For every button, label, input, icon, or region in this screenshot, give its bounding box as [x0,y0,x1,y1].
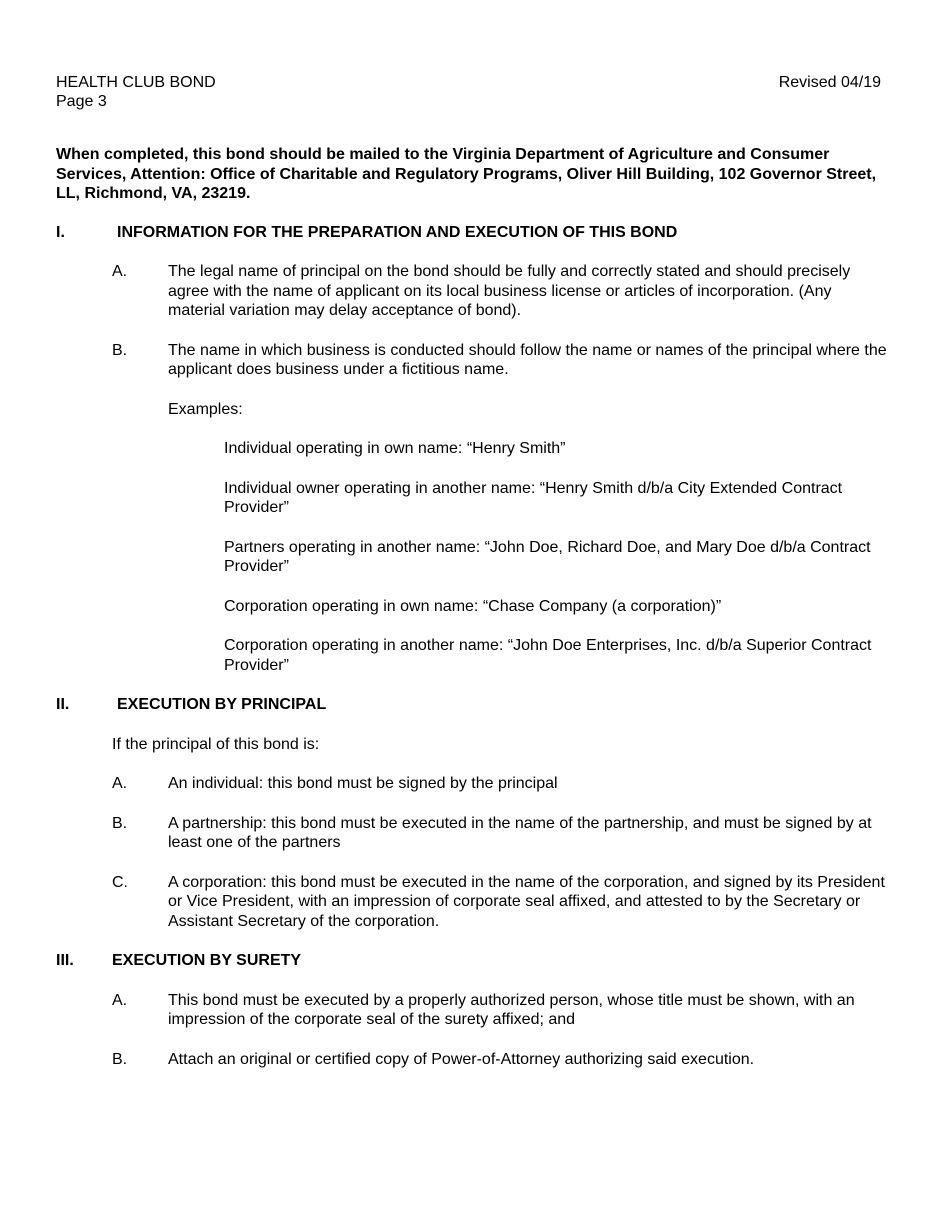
item-letter: B. [112,814,128,832]
document-body [56,145,888,1089]
section-title: EXECUTION BY SURETY [112,952,302,969]
item-text: A partnership: this bond must be executed in the name of the partnership, and must be signed by at least one of the partners [168,814,872,851]
item-letter: A. [112,775,128,792]
example-item: Corporation operating in own name: “Chase Company (a corporation)” [224,597,722,615]
item-text: Attach an original or certified copy of Power-of-Attorney authorizing said execution. [168,1050,755,1068]
mailing-instructions: When completed, this bond should be mailed to the Virginia Department of Agriculture and Consumer Services, Attention: Office of Charitable and Regulatory Programs, Oliver Hill Building, 102 Governor Street, LL, Richmond, VA, 23219. [56,146,877,202]
list-item [112,774,888,794]
list-item [112,341,888,380]
list-item [112,262,888,321]
page-number: Page 3 [56,93,107,110]
item-text: A corporation: this bond must be executed in the name of the corporation, and signed by its President or Vice President, with an impression of corporate seal affixed, and attested to by the Secretary or Assistant Secretary of the corporation. [168,873,885,930]
item-text: The name in which business is conducted should follow the name or names of the principal where the applicant does business under a fictitious name. [168,341,887,378]
item-letter: A. [112,991,128,1009]
revision-date: Revised 04/19 [778,74,881,91]
section-heading-2 [56,695,888,715]
page-header [56,73,216,111]
list-item [112,1050,888,1070]
document-title: HEALTH CLUB BOND [56,74,216,91]
example-item: Individual operating in own name: “Henry Smith” [224,440,566,457]
item-letter: B. [112,341,128,359]
item-letter: A. [112,263,128,280]
section-number: III. [56,952,74,969]
section-heading-1 [56,223,888,243]
item-text: This bond must be executed by a properly authorized person, whose title must be shown, with an impression of the corporate seal of the surety affixed; and [168,991,855,1028]
section-number: I. [56,223,65,241]
examples-label: Examples: [168,400,243,418]
section-number: II. [56,696,70,713]
list-item [112,873,888,932]
list-item [112,991,888,1030]
item-text: An individual: this bond must be signed by the principal [168,775,558,792]
example-item: Individual owner operating in another name: “Henry Smith d/b/a City Extended Contract Provider” [224,479,843,516]
item-letter: B. [112,1050,128,1068]
example-item: Corporation operating in another name: “John Doe Enterprises, Inc. d/b/a Superior Contract Provider” [224,637,872,674]
section-intro: If the principal of this bond is: [112,735,320,753]
item-text: The legal name of principal on the bond should be fully and correctly stated and should precisely agree with the name of applicant on its local business license or articles of incorporation. (Any material variation may delay acceptance of bond). [168,263,851,319]
section-title: EXECUTION BY PRINCIPAL [117,696,327,713]
section-heading-3 [56,951,888,971]
section-title: INFORMATION FOR THE PREPARATION AND EXECUTION OF THIS BOND [117,223,678,241]
list-item [112,814,888,853]
item-letter: C. [112,873,128,891]
example-item: Partners operating in another name: “John Doe, Richard Doe, and Mary Doe d/b/a Contract Provider” [224,538,871,575]
